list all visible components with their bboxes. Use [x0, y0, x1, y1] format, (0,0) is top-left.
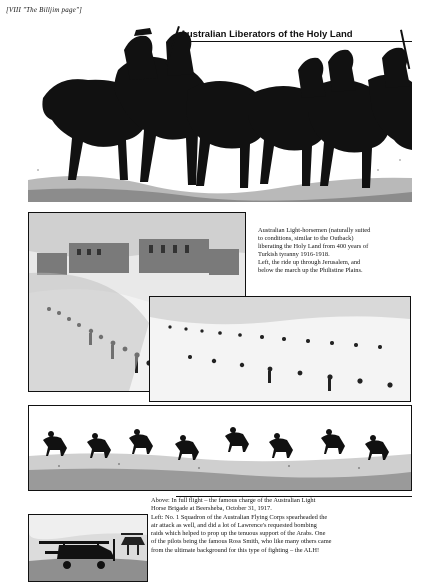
caption-line: below the march up the Philistine Plains. — [258, 267, 363, 275]
beersheba-charge-photo — [28, 405, 412, 491]
caption-line: Horse Brigade at Beersheba, October 31, 1917. — [151, 505, 272, 513]
caption-bottom — [151, 497, 413, 555]
caption-right — [258, 227, 414, 276]
philistine-plains-photo — [149, 296, 411, 402]
caption-line: of the pilots being the famous Ross Smith, who like many others came — [151, 538, 332, 546]
caption-line: Above: In full flight – the famous charge of the Australian Light — [151, 497, 316, 504]
caption-line: Australian Light-horsemen (naturally suited — [258, 227, 371, 234]
flying-corps-photo — [28, 514, 148, 582]
caption-line: liberating the Holy Land from 400 years of — [258, 243, 369, 251]
caption-line: Left, the ride up through Jerusalem, and — [258, 259, 361, 267]
page-title: Australian Liberators of the Holy Land — [180, 29, 353, 40]
caption-line: Left: No. 1 Squadron of the Australian Flying Corps spearheaded the — [151, 513, 328, 521]
caption-line: from the ultimate background for this type of fighting – the ALH! — [151, 546, 320, 554]
caption-line: raids which helped to prop up the tenuous support of the Arabs. One — [151, 530, 326, 538]
page-header: [VIII "The Billjim page"] — [6, 6, 83, 14]
caption-line: to conditions, similar to the Outback) — [258, 235, 354, 243]
cavalry-photo — [28, 20, 412, 202]
caption-line: air attack as well, and did a lot of Lawrence's requested bombing — [151, 521, 317, 529]
caption-line: Turkish tyranny 1916-1918. — [258, 251, 330, 259]
title-rule — [180, 41, 412, 42]
